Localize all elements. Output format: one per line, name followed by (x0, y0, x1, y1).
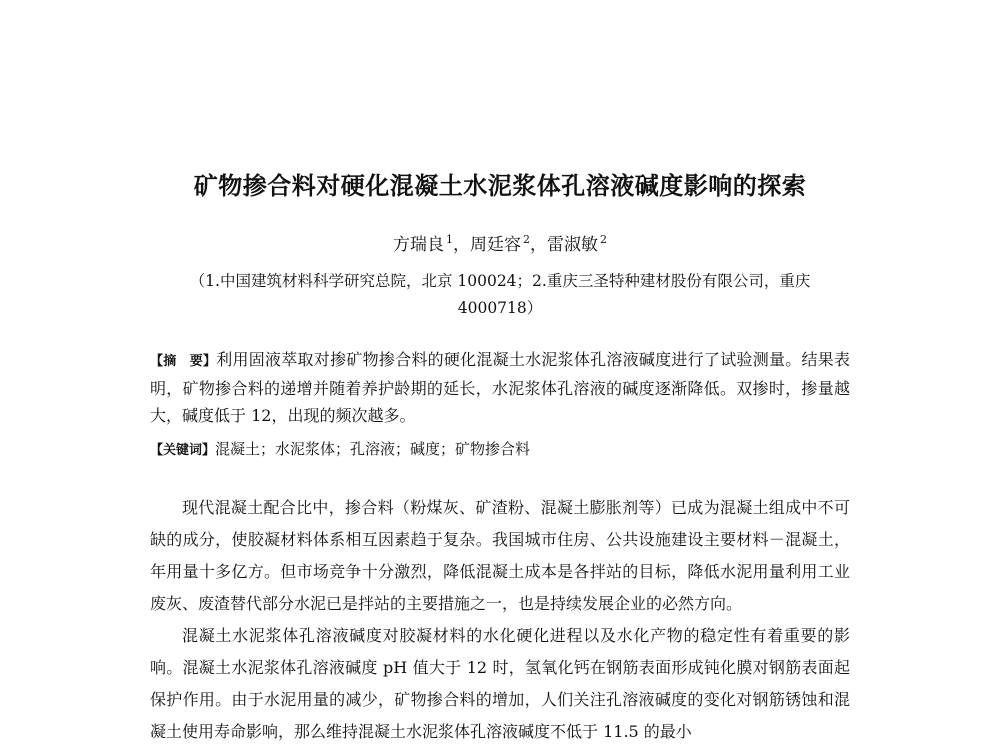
author-affiliation-mark: 1 (446, 233, 453, 246)
author-name: 方瑞良 (393, 235, 444, 255)
author-affiliation-mark: 2 (523, 233, 530, 246)
abstract-label: 【摘 要】 (150, 354, 217, 369)
keywords-text: 混凝土；水泥浆体；孔溶液；碱度；矿物掺合料 (215, 440, 531, 458)
keywords (150, 436, 850, 464)
author-line (0, 230, 1000, 255)
paper-title: 矿物掺合料对硬化混凝土水泥浆体孔溶液碱度影响的探索 (193, 172, 807, 200)
keywords-label: 【关键词】 (150, 443, 216, 458)
author-name: 雷淑敏 (547, 235, 598, 255)
body-paragraph: 混凝土水泥浆体孔溶液碱度对胶凝材料的水化硬化进程以及水化产物的稳定性有着重要的影响。混凝土水泥浆体孔溶液碱度 pH 值大于 12 时，氢氧化钙在钢筋表面形成钝化膜对钢筋表面起保护作用。由于水泥用量的减少，矿物掺合料的增加，人们关注孔溶液碱度的变化对钢筋锈蚀和混凝土使用寿命影响，那么维持混凝土水泥浆体孔溶液碱度不低于 11.5 的最小 (150, 626, 850, 741)
affiliation: （1.中国建筑材料科学研究总院，北京 100024；2.重庆三圣特种建材股份有限公司，重庆 4000718） (189, 272, 811, 317)
body-paragraph: 现代混凝土配合比中，掺合料（粉煤灰、矿渣粉、混凝土膨胀剂等）已成为混凝土组成中不可缺的成分，使胶凝材料体系相互因素趋于复杂。我国城市住房、公共设施建设主要材料－混凝土，年用量十多亿方。但市场竞争十分激烈，降低混凝土成本是各拌站的目标，降低水泥用量利用工业废灰、废渣替代部分水泥已是拌站的主要措施之一，也是持续发展企业的必然方向。 (150, 498, 850, 613)
author-name: 周廷容 (470, 235, 521, 255)
abstract (150, 346, 850, 429)
author-separator: ， (453, 235, 470, 255)
body-text (150, 492, 850, 748)
abstract-text: 利用固液萃取对掺矿物掺合料的硬化混凝土水泥浆体孔溶液碱度进行了试验测量。结果表明，矿物掺合料的递增并随着养护龄期的延长，水泥浆体孔溶液的碱度逐渐降低。双掺时，掺量越大，碱度低于 12，出现的频次越多。 (150, 350, 850, 425)
author-affiliation-mark: 2 (600, 233, 607, 246)
author-separator: ， (530, 235, 547, 255)
